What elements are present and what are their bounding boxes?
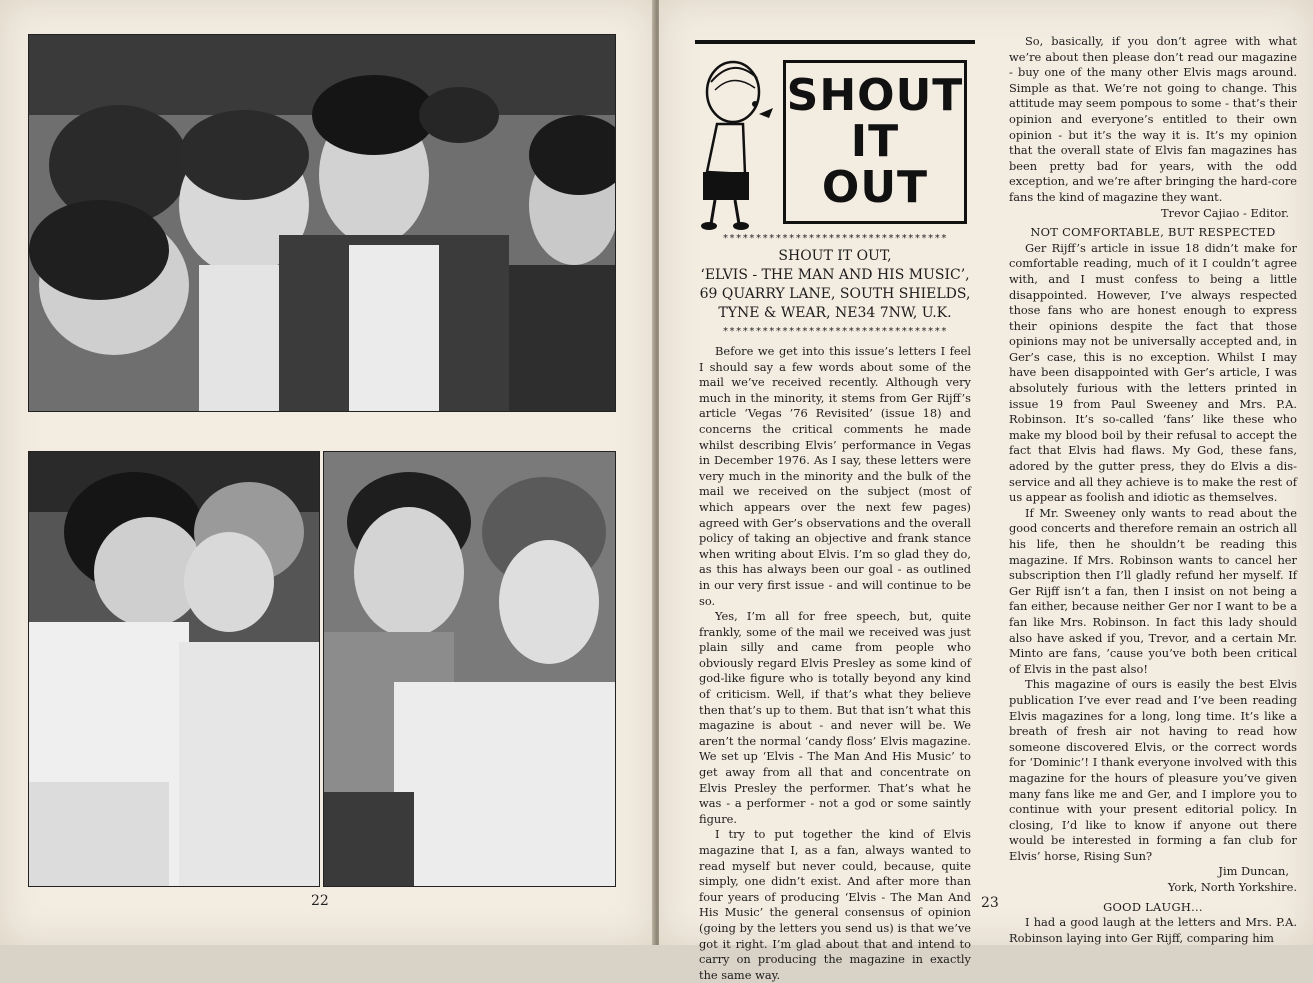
logo-line-2: IT <box>850 116 900 167</box>
editor-signature: Trevor Cajiao - Editor. <box>1160 205 1289 220</box>
photo-elvis-with-actress <box>323 451 616 887</box>
editorial-paragraph: Before we get into this issue’s letters I feel I should say a few words about some of the mail we’ve received recently. Although very much in the minority, it stems from Ger Rijff’s article ‘Vegas ’76 Revisited’ (issue 18) and concerns the critical comments he made whilst describing Elvis’ performance in Vegas in December 1976. As I say, these letters were very much in the minority and the bulk of the mail we received on the subject (most of which appears over the next few pages) agreed with Ger’s observations and the overall policy of taking an objective and frank stance when writing about Elvis. I’m so glad they do, as this has always been our goal - as outlined in our very first issue - and will continue to be so. <box>699 344 971 608</box>
mailing-address <box>699 247 971 323</box>
editorial-paragraph: So, basically, if you don’t agree with what we’re about then please don’t read our magazine - buy one of the many other Elvis mags around. Simple as that. We’re not going to change. This attitude may seem pompous to some - that’s their opinion and everyone’s entitled to their own opinion - but it’s the way it is. It’s my opinion that the overall state of Elvis fan magazines has been pretty bad for years, with the odd exception, and we’re after bringing the hard-core fans the kind of magazine they want. <box>1009 34 1297 204</box>
left-page <box>0 0 655 945</box>
letter-heading: NOT COMFORTABLE, BUT RESPECTED <box>1030 225 1276 240</box>
column-left <box>699 232 971 983</box>
photo-elvis-kiss <box>28 451 320 887</box>
right-page <box>659 0 1313 982</box>
stars-divider-bottom: ********************************** <box>722 326 948 337</box>
address-line: ‘ELVIS - THE MAN AND HIS MUSIC’, <box>700 267 970 283</box>
editorial-paragraph: Yes, I’m all for free speech, but, quite frankly, some of the mail we received was just plain silly and came from people who obviously regard Elvis Presley as some kind of god-like figure who is totally beyond any kind of criticism. Well, if that’s what they believe then that’s up to them. But that isn’t what this magazine is about - and never will be. We aren’t the normal ‘candy floss’ Elvis magazine. We set up ‘Elvis - The Man And His Music’ to get away from all that and concentrate on Elvis Presley the performer. That’s what he was - a performer - not a god or some saintly figure. <box>699 609 971 826</box>
address-line: SHOUT IT OUT, <box>778 248 892 264</box>
logo-line-1: SHOUT <box>786 70 964 121</box>
letter-paragraph: If Mr. Sweeney only wants to read about the good concerts and therefore remain an ostrich all his life, then he shouldn’t be reading this magazine. If Mrs. Robinson wants to cancel her subscription then I’ll gladly refund her myself. If Ger Rijff isn’t a fan, then I insist on not being a fan either, because neither Ger nor I want to be a fan like Mrs. Robinson. In fact this lady should also have asked if you, Trevor, and a certain Mr. Minto are fans, ’cause you’ve both been critical of Elvis in the past also! <box>1009 505 1297 676</box>
editorial-paragraph: I try to put together the kind of Elvis magazine that I, as a fan, always wanted to read myself but never could, because, quite simply, one didn’t exist. And after more than four years of producing ‘Elvis - The Man And His Music’ the general consensus of opinion (going by the letters you send us) is that we’ve got it right. I’m glad about that and intend to carry on producing the magazine in exactly the same way. <box>699 827 971 982</box>
letter-signature-place: York, North Yorkshire. <box>1167 880 1297 895</box>
logo-line-3: OUT <box>821 162 929 213</box>
photo-elvis-with-fans <box>28 34 616 412</box>
mascot-shouting-icon <box>697 52 781 232</box>
page-number: 23 <box>981 895 999 911</box>
logo-rule <box>695 40 975 44</box>
page-number: 22 <box>311 893 329 909</box>
stars-divider-top: ********************************** <box>722 233 948 244</box>
letter-signature-name: Jim Duncan, <box>1218 864 1289 879</box>
address-line: 69 QUARRY LANE, SOUTH SHIELDS, <box>699 286 971 302</box>
letter-heading: GOOD LAUGH... <box>1103 899 1203 914</box>
letter-paragraph: This magazine of ours is easily the best Elvis publication I’ve ever read and I’ve been reading Elvis magazines for a long, long time. It’s like a breath of fresh air not having to read how someone discovered Elvis, or the correct words for ‘Dominic’! I thank everyone involved with this magazine for the hours of pleasure you’ve given many fans like me and Ger, and I implore you to continue with your present editorial policy. In closing, I’d like to know if anyone out there would be interested in forming a fan club for Elvis’ horse, Rising Sun? <box>1009 677 1297 863</box>
address-line: TYNE & WEAR, NE34 7NW, U.K. <box>718 305 952 321</box>
column-right <box>1009 34 1297 946</box>
shout-it-out-logo <box>695 34 975 234</box>
logo-title <box>783 60 967 224</box>
letter-paragraph: I had a good laugh at the letters and Mrs. P.A. Robinson laying into Ger Rijff, comparing him <box>1009 915 1297 945</box>
letter-paragraph: Ger Rijff’s article in issue 18 didn’t make for comfortable reading, much of it I couldn’t agree with, and I must confess to being a little disappointed. However, I’ve always respected those fans who are honest enough to express their opinions despite the fact that those opinions may not be universally accepted and, in Ger’s case, this is no exception. Whilst I may have been disappointed with Ger’s article, I was absolutely furious with the letters printed in issue 19 from Paul Sweeney and Mrs. P.A. Robinson. It’s so-called ‘fans’ like these who make my blood boil by their refusal to accept the fact that Elvis had flaws. My God, these fans, adored by the gutter press, they do Elvis a dis-service and all they achieve is to make the rest of us appear as foolish and idiotic as themselves. <box>1009 240 1297 505</box>
